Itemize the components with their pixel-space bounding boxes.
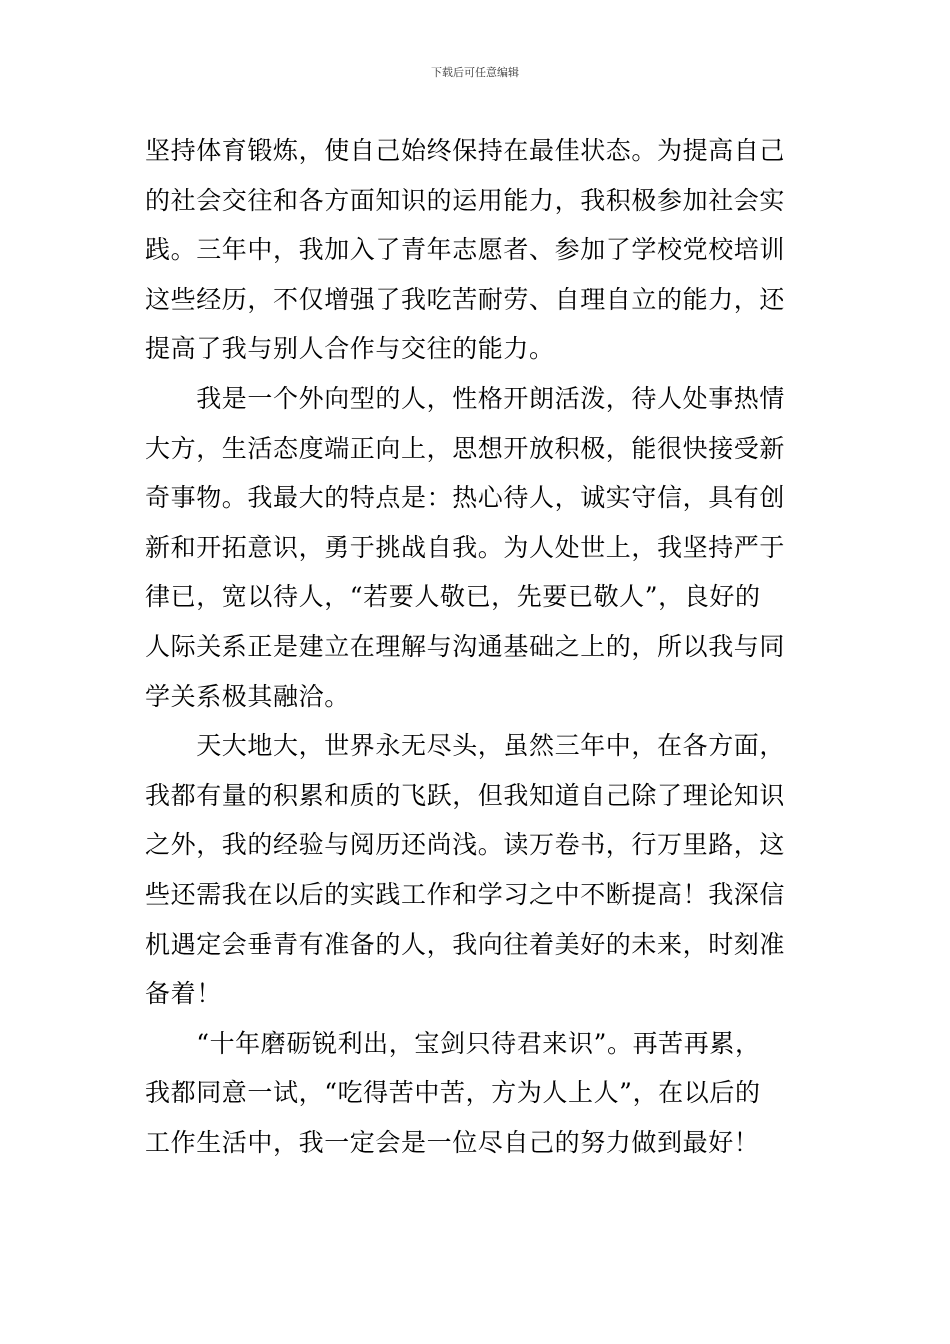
text-line: 天大地大，世界永无尽头，虽然三年中，在各方面， <box>145 731 786 761</box>
text-line: 人际关系正是建立在理解与沟通基础之上的，所以我与同 <box>145 631 786 661</box>
text-line: 新和开拓意识，勇于挑战自我。为人处世上，我坚持严于 <box>145 532 786 562</box>
text-line: 践。三年中，我加入了青年志愿者、参加了学校党校培训 <box>145 235 786 265</box>
text-line: “十年磨砺锐利出，宝剑只待君来识”。再苦再累， <box>145 1028 761 1058</box>
text-line: 大方，生活态度端正向上，思想开放积极，能很快接受新 <box>145 433 786 463</box>
body-text <box>145 126 825 1167</box>
text-line: 些还需我在以后的实践工作和学习之中不断提高！我深信 <box>145 879 786 909</box>
text-line: 奇事物。我最大的特点是：热心待人，诚实守信，具有创 <box>145 483 786 513</box>
text-line: 提高了我与别人合作与交往的能力。 <box>145 334 555 364</box>
text-line: 的社会交往和各方面知识的运用能力，我积极参加社会实 <box>145 185 786 215</box>
text-line: 律已，宽以待人，“若要人敬已，先要已敬人”，良好的 <box>145 582 761 612</box>
text-line: 这些经历，不仅增强了我吃苦耐劳、自理自立的能力，还 <box>145 284 786 314</box>
page-header: 下载后可任意编辑 <box>431 66 519 79</box>
text-line: 工作生活中，我一定会是一位尽自己的努力做到最好！ <box>145 1127 760 1157</box>
text-line: 备着！ <box>145 979 222 1009</box>
text-line: 我都同意一试，“吃得苦中苦，方为人上人”，在以后的 <box>145 1078 761 1108</box>
text-line: 机遇定会垂青有准备的人，我向往着美好的未来，时刻准 <box>145 929 786 959</box>
text-line: 坚持体育锻炼，使自己始终保持在最佳状态。为提高自己 <box>145 136 786 165</box>
text-line: 我是一个外向型的人，性格开朗活泼，待人处事热情 <box>145 383 786 413</box>
text-line: 之外，我的经验与阅历还尚浅。读万卷书，行万里路，这 <box>145 830 786 860</box>
text-line: 学关系极其融洽。 <box>145 681 350 711</box>
text-line: 我都有量的积累和质的飞跃，但我知道自己除了理论知识 <box>145 780 786 810</box>
